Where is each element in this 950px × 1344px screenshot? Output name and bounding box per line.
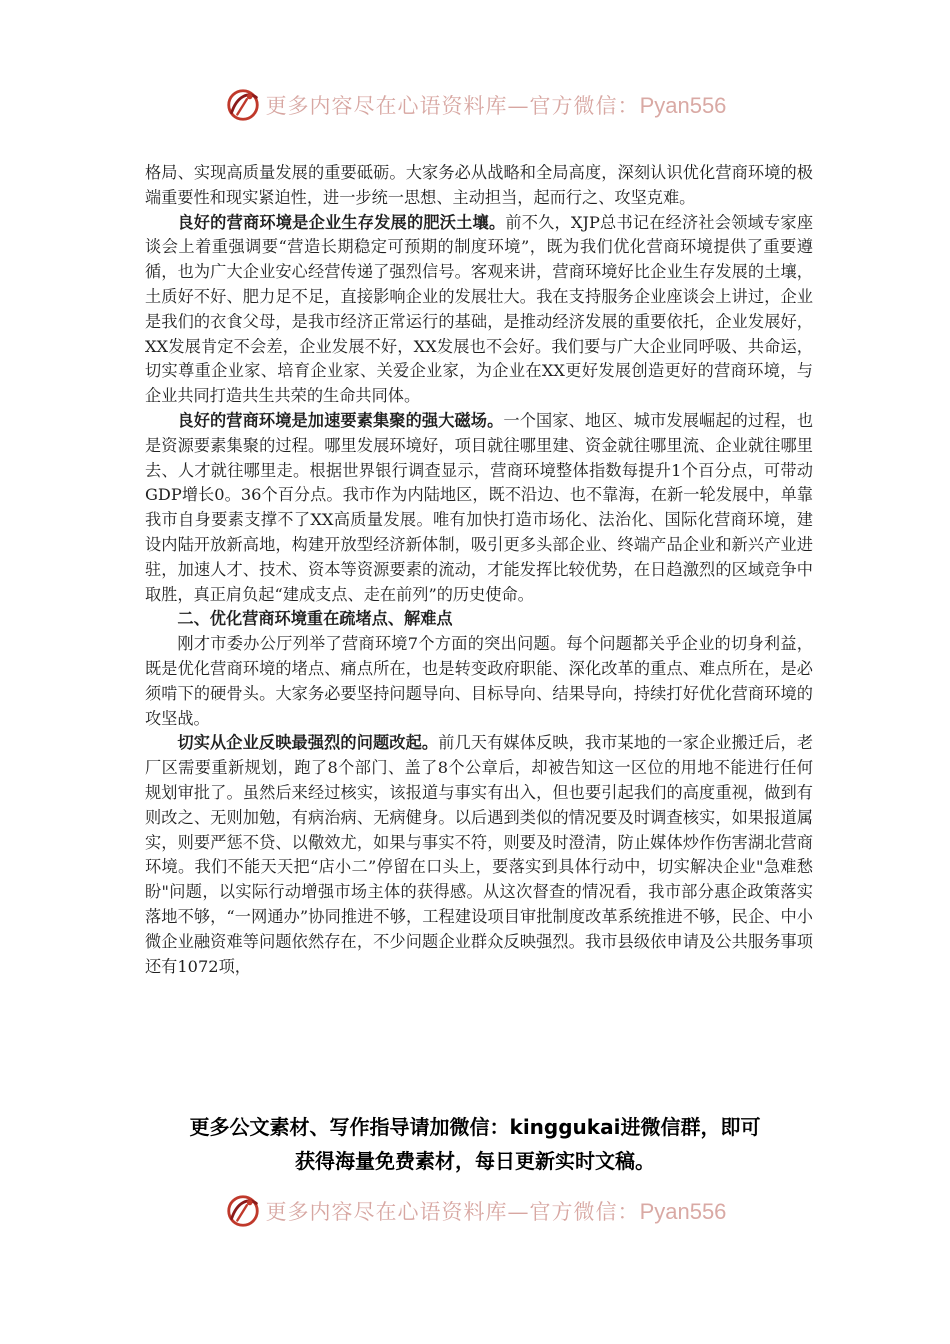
paragraph-soil: 良好的营商环境是企业生存发展的肥沃土壤。前不久，XJP总书记在经济社会领域专家座谈会上着重强调要“营造长期稳定可预期的制度环境”，既为我们优化营商环境提供了重要遵循，也为广大企业安心经营传递了强烈信号。客观来讲，营商环境好比企业生存发展的土壤，土质好不好、肥力足不足，直接影响企业的发展壮大。我在支持服务企业座谈会上讲过，企业是我们的衣食父母，是我市经济正常运行的基础，是推动经济发展的重要依托，企业发展好，XX发展肯定不会差，企业发展不好，XX发展也不会好。我们要与广大企业同呼吸、共命运，切实尊重企业家、培育企业家、关爱企业家，为企业在XX更好发展创造更好的营商环境，与企业共同打造共生共荣的生命共同体。 (145, 212, 814, 406)
brand-logo-icon (224, 86, 262, 124)
header-banner-text: 更多内容尽在心语资料库—官方微信：Pyan556 (265, 93, 727, 118)
paragraph-problems: 刚才市委办公厅列举了营商环境7个方面的突出问题。每个问题都关乎企业的切身利益，既是优化营商环境的堵点、痛点所在，也是转变政府职能、深化改革的重点、难点所在，是必须啃下的硬骨头。大家务必要坚持问题导向、目标导向、结果导向，持续打好优化营商环境的攻坚战。 (145, 634, 813, 728)
header-banner (0, 80, 950, 130)
paragraph-reform: 切实从企业反映最强烈的问题改起。前几天有媒体反映，我市某地的一家企业搬迁后，老厂区需要重新规划，跑了8个部门、盖了8个公章后，却被告知这一区位的用地不能进行任何规划审批了。虽然后来经过核实，该报道与事实有出入，但也要引起我们的高度重视，做到有则改之、无则加勉，有病治病、无病健身。以后遇到类似的情况要及时调查核实，如果报道属实，则要严惩不贷、以儆效尤，如果与事实不符，则要及时澄清，防止媒体炒作伤害湖北营商环境。我们不能天天把“店小二”停留在口头上，要落实到具体行动中，切实解决企业"急难愁盼"问题，以实际行动增强市场主体的获得感。从这次督查的情况看，我市部分惠企政策落实落地不够，“一网通办”协同推进不够，工程建设项目审批制度改革系统推进不够，民企、中小微企业融资难等问题依然存在，不少问题企业群众反映强烈。我市县级依申请及公共服务事项还有1072项， (145, 733, 814, 976)
footer-banner-text: 更多内容尽在心语资料库—官方微信：Pyan556 (265, 1199, 727, 1224)
brand-logo-icon (224, 1192, 262, 1230)
document-body (145, 161, 813, 979)
footer-wechat-id: Pyan556 (639, 1199, 727, 1224)
footer-banner (0, 1186, 950, 1236)
promo-note (0, 1110, 950, 1178)
paragraph-magnet: 良好的营商环境是加速要素集聚的强大磁场。一个国家、地区、城市发展崛起的过程，也是资源要素集聚的过程。哪里发展环境好，项目就往哪里建、资金就往哪里流、企业就往哪里去、人才就往哪里走。根据世界银行调查显示，营商环境整体指数每提升1个百分点，可带动GDP增长0。36个百分点。我市作为内陆地区，既不沿边、也不靠海，在新一轮发展中，单靠我市自身要素支撑不了XX高质量发展。唯有加快打造市场化、法治化、国际化营商环境，建设内陆开放新高地，构建开放型经济新体制，吸引更多头部企业、终端产品企业和新兴产业进驻，加速人才、技术、资本等资源要素的流动，才能发挥比较优势，在日趋激烈的区域竞争中取胜，真正肩负起“建成支点、走在前列”的历史使命。 (145, 410, 814, 604)
section-heading: 二、优化营商环境重在疏堵点、解难点 (177, 609, 453, 629)
header-wechat-id: Pyan556 (639, 93, 727, 118)
promo-line-1: 更多公文素材、写作指导请加微信：kinggukai进微信群，即可 (189, 1115, 761, 1139)
promo-line-2: 获得海量免费素材，每日更新实时文稿。 (295, 1149, 655, 1173)
paragraph-intro: 格局、实现高质量发展的重要砥砺。大家务必从战略和全局高度，深刻认识优化营商环境的极端重要性和现实紧迫性，进一步统一思想、主动担当，起而行之、攻坚克难。 (145, 163, 813, 207)
